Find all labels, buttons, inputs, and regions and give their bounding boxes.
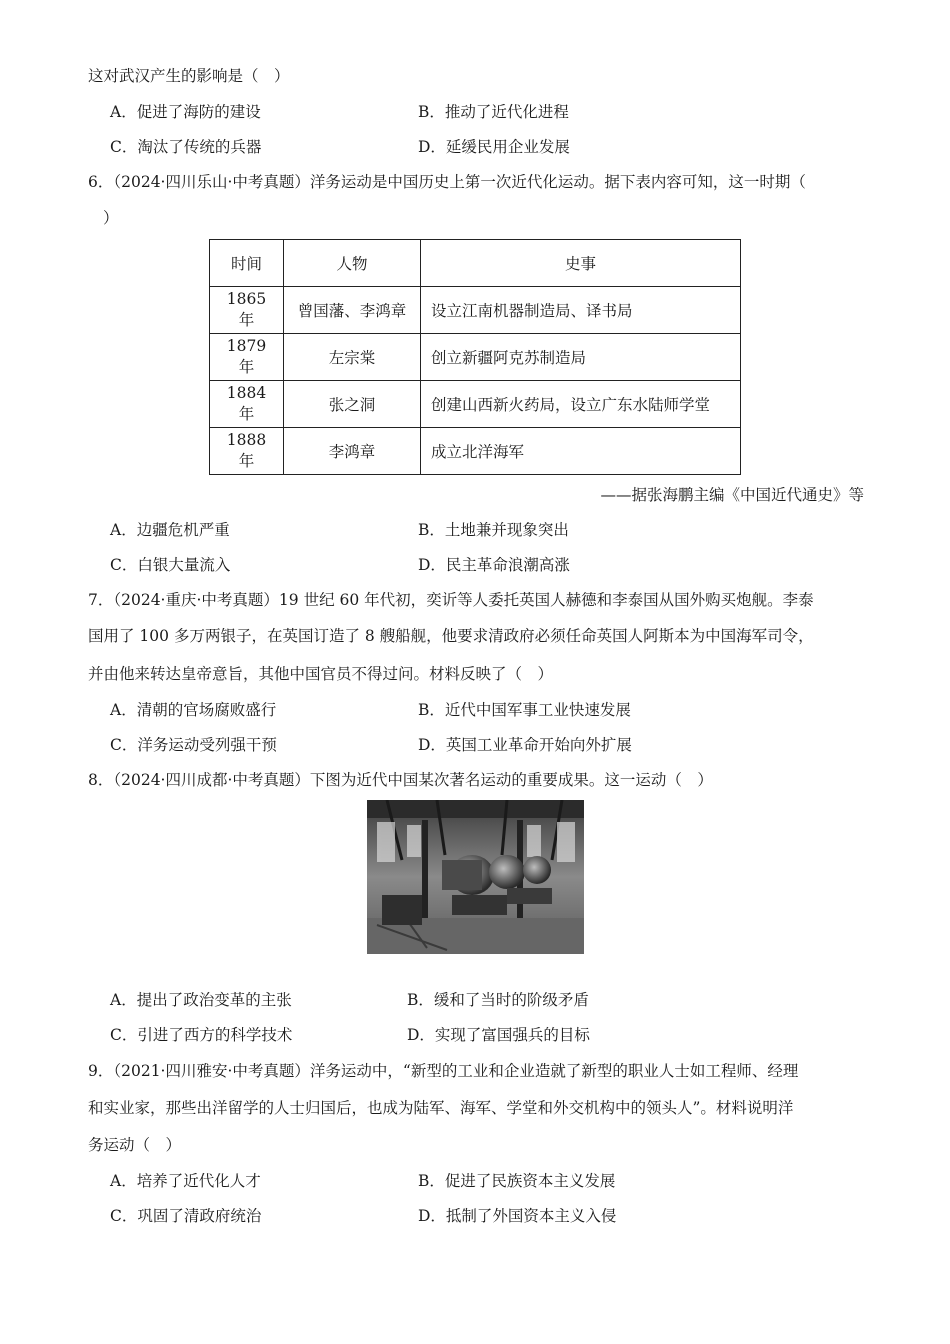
table-source-citation: ——据张海鹏主编《中国近代通史》等 — [600, 486, 864, 504]
table-header-time: 时间 — [210, 240, 284, 287]
q6-stem-line1: 6．（2024·四川乐山·中考真题）洋务运动是中国历史上第一次近代化运动。据下表内容可知，这一时期（ — [88, 173, 806, 191]
q5-option-d[interactable]: D．延缓民用企业发展 — [418, 138, 570, 156]
q6-option-d[interactable]: D．民主革命浪潮高涨 — [418, 556, 570, 574]
table-cell-person: 左宗棠 — [284, 334, 421, 381]
table-header-event: 史事 — [421, 240, 741, 287]
table-cell-event: 创立新疆阿克苏制造局 — [421, 334, 741, 381]
q5-option-a[interactable]: A．促进了海防的建设 — [110, 103, 261, 121]
q7-option-c[interactable]: C．洋务运动受列强干预 — [110, 736, 277, 754]
table-cell-event: 创建山西新火药局，设立广东水陆师学堂 — [421, 381, 741, 428]
q9-stem-line2: 和实业家，那些出洋留学的人士归国后，也成为陆军、海军、学堂和外交机构中的领头人”。材料说明洋 — [88, 1099, 794, 1117]
q6-option-b[interactable]: B．土地兼并现象突出 — [418, 521, 569, 539]
q8-option-c[interactable]: C．引进了西方的科学技术 — [110, 1026, 293, 1044]
q6-option-a[interactable]: A．边疆危机严重 — [110, 521, 230, 539]
table-row — [210, 287, 741, 334]
q9-stem-line1: 9．（2021·四川雅安·中考真题）洋务运动中，“新型的工业和企业造就了新型的职业人士如工程师、经理 — [88, 1062, 799, 1080]
table-cell-time: 1888 年 — [210, 428, 284, 475]
history-table — [209, 239, 741, 475]
q9-option-c[interactable]: C．巩固了清政府统治 — [110, 1207, 262, 1225]
q7-option-b[interactable]: B．近代中国军事工业快速发展 — [418, 701, 631, 719]
table-cell-person: 张之洞 — [284, 381, 421, 428]
q5-option-b[interactable]: B．推动了近代化进程 — [418, 103, 569, 121]
table-cell-time: 1865 年 — [210, 287, 284, 334]
table-cell-event: 设立江南机器制造局、译书局 — [421, 287, 741, 334]
table-cell-time: 1879 年 — [210, 334, 284, 381]
table-header-row — [210, 240, 741, 287]
q5-option-c[interactable]: C．淘汰了传统的兵器 — [110, 138, 262, 156]
q8-option-d[interactable]: D．实现了富国强兵的目标 — [407, 1026, 590, 1044]
q6-stem-line2: ） — [103, 209, 119, 227]
table-header-person: 人物 — [284, 240, 421, 287]
q6-option-c[interactable]: C．白银大量流入 — [110, 556, 231, 574]
table-cell-person: 李鸿章 — [284, 428, 421, 475]
q7-stem-line3: 并由他来转达皇帝意旨，其他中国官员不得过问。材料反映了（ ） — [88, 665, 554, 683]
q9-stem-line3: 务运动（ ） — [88, 1136, 182, 1154]
factory-machinery-image — [367, 800, 584, 954]
q7-option-a[interactable]: A．清朝的官场腐败盛行 — [110, 701, 277, 719]
table-row — [210, 381, 741, 428]
q5-stem: 这对武汉产生的影响是（ ） — [88, 67, 290, 85]
q7-stem-line1: 7．（2024·重庆·中考真题）19 世纪 60 年代初，奕䜣等人委托英国人赫德和李泰国从国外购买炮舰。李泰 — [88, 591, 814, 609]
table-cell-time: 1884 年 — [210, 381, 284, 428]
q8-option-a[interactable]: A．提出了政治变革的主张 — [110, 991, 292, 1009]
q8-option-b[interactable]: B．缓和了当时的阶级矛盾 — [407, 991, 589, 1009]
q7-stem-line2: 国用了 100 多万两银子，在英国订造了 8 艘船舰，他要求清政府必须任命英国人阿斯本为中国海军司令， — [88, 627, 814, 645]
factory-photo — [367, 800, 584, 954]
q8-stem: 8．（2024·四川成都·中考真题）下图为近代中国某次著名运动的重要成果。这一运动（ ） — [88, 771, 713, 789]
table-cell-event: 成立北洋海军 — [421, 428, 741, 475]
table-cell-person: 曾国藩、李鸿章 — [284, 287, 421, 334]
q9-option-a[interactable]: A．培养了近代化人才 — [110, 1172, 261, 1190]
table-row — [210, 428, 741, 475]
q9-option-b[interactable]: B．促进了民族资本主义发展 — [418, 1172, 616, 1190]
table-row — [210, 334, 741, 381]
q9-option-d[interactable]: D．抵制了外国资本主义入侵 — [418, 1207, 617, 1225]
q7-option-d[interactable]: D．英国工业革命开始向外扩展 — [418, 736, 632, 754]
